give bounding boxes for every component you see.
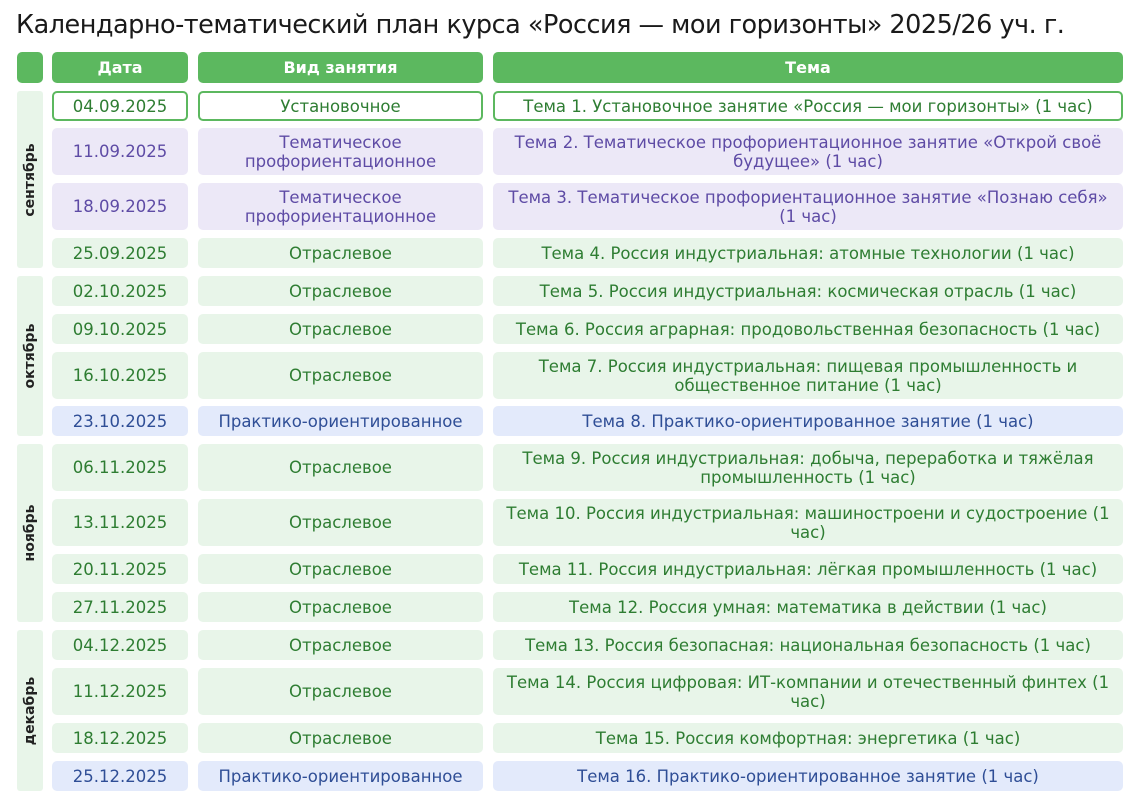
date-cell: 06.11.2025 bbox=[52, 444, 188, 491]
topic-cell: Тема 12. Россия умная: математика в действии (1 час) bbox=[493, 592, 1123, 622]
kind-cell: Отраслевое bbox=[198, 352, 483, 399]
kind-cell: Отраслевое bbox=[198, 314, 483, 344]
date-cell: 11.12.2025 bbox=[52, 668, 188, 715]
date-cell: 16.10.2025 bbox=[52, 352, 188, 399]
date-cell: 25.12.2025 bbox=[52, 761, 188, 791]
kind-cell: Отраслевое bbox=[198, 554, 483, 584]
date-cell: 04.12.2025 bbox=[52, 630, 188, 660]
date-cell: 25.09.2025 bbox=[52, 238, 188, 268]
kind-cell: Отраслевое bbox=[198, 499, 483, 546]
header-topic: Тема bbox=[493, 52, 1123, 83]
date-cell: 13.11.2025 bbox=[52, 499, 188, 546]
date-cell: 23.10.2025 bbox=[52, 406, 188, 436]
kind-cell: Отраслевое bbox=[198, 238, 483, 268]
page-title: Календарно-тематический план курса «Россия — мои горизонты» 2025/26 уч. г. bbox=[16, 10, 1065, 40]
topic-cell: Тема 3. Тематическое профориентационное занятие «Познаю себя» (1 час) bbox=[493, 183, 1123, 230]
topic-cell: Тема 10. Россия индустриальная: машиностроени и судостроение (1 час) bbox=[493, 499, 1123, 546]
header-date: Дата bbox=[52, 52, 188, 83]
header-corner bbox=[17, 52, 43, 83]
kind-cell: Тематическое профориентационное bbox=[198, 128, 483, 175]
topic-cell: Тема 7. Россия индустриальная: пищевая промышленность и общественное питание (1 час) bbox=[493, 352, 1123, 399]
kind-cell: Отраслевое bbox=[198, 592, 483, 622]
kind-cell: Практико-ориентированное bbox=[198, 761, 483, 791]
topic-cell: Тема 8. Практико-ориентированное занятие (1 час) bbox=[493, 406, 1123, 436]
date-cell: 18.12.2025 bbox=[52, 723, 188, 753]
topic-cell: Тема 14. Россия цифровая: ИТ-компании и отечественный финтех (1 час) bbox=[493, 668, 1123, 715]
topic-cell: Тема 2. Тематическое профориентационное занятие «Открой своё будущее» (1 час) bbox=[493, 128, 1123, 175]
kind-cell: Практико-ориентированное bbox=[198, 406, 483, 436]
kind-cell: Отраслевое bbox=[198, 630, 483, 660]
kind-cell: Отраслевое bbox=[198, 723, 483, 753]
topic-cell: Тема 11. Россия индустриальная: лёгкая промышленность (1 час) bbox=[493, 554, 1123, 584]
month-label-cell bbox=[17, 91, 43, 268]
header-kind: Вид занятия bbox=[198, 52, 483, 83]
month-label-cell bbox=[17, 444, 43, 622]
date-cell: 09.10.2025 bbox=[52, 314, 188, 344]
date-cell: 18.09.2025 bbox=[52, 183, 188, 230]
month-label: сентябрь bbox=[22, 142, 38, 217]
topic-cell: Тема 5. Россия индустриальная: космическая отрасль (1 час) bbox=[493, 276, 1123, 306]
topic-cell: Тема 1. Установочное занятие «Россия — мои горизонты» (1 час) bbox=[493, 91, 1123, 121]
topic-cell: Тема 15. Россия комфортная: энергетика (1 час) bbox=[493, 723, 1123, 753]
topic-cell: Тема 6. Россия аграрная: продовольственная безопасность (1 час) bbox=[493, 314, 1123, 344]
month-label: декабрь bbox=[22, 676, 38, 745]
date-cell: 20.11.2025 bbox=[52, 554, 188, 584]
date-cell: 11.09.2025 bbox=[52, 128, 188, 175]
kind-cell: Отраслевое bbox=[198, 444, 483, 491]
month-label: октябрь bbox=[22, 323, 38, 389]
kind-cell: Отраслевое bbox=[198, 276, 483, 306]
topic-cell: Тема 9. Россия индустриальная: добыча, переработка и тяжёлая промышленность (1 час) bbox=[493, 444, 1123, 491]
month-label-cell bbox=[17, 276, 43, 436]
date-cell: 27.11.2025 bbox=[52, 592, 188, 622]
kind-cell: Отраслевое bbox=[198, 668, 483, 715]
topic-cell: Тема 4. Россия индустриальная: атомные технологии (1 час) bbox=[493, 238, 1123, 268]
date-cell: 02.10.2025 bbox=[52, 276, 188, 306]
date-cell: 04.09.2025 bbox=[52, 91, 188, 121]
topic-cell: Тема 16. Практико-ориентированное занятие (1 час) bbox=[493, 761, 1123, 791]
kind-cell: Установочное bbox=[198, 91, 483, 121]
month-label-cell bbox=[17, 630, 43, 791]
kind-cell: Тематическое профориентационное bbox=[198, 183, 483, 230]
topic-cell: Тема 13. Россия безопасная: национальная безопасность (1 час) bbox=[493, 630, 1123, 660]
month-label: ноябрь bbox=[22, 504, 38, 562]
